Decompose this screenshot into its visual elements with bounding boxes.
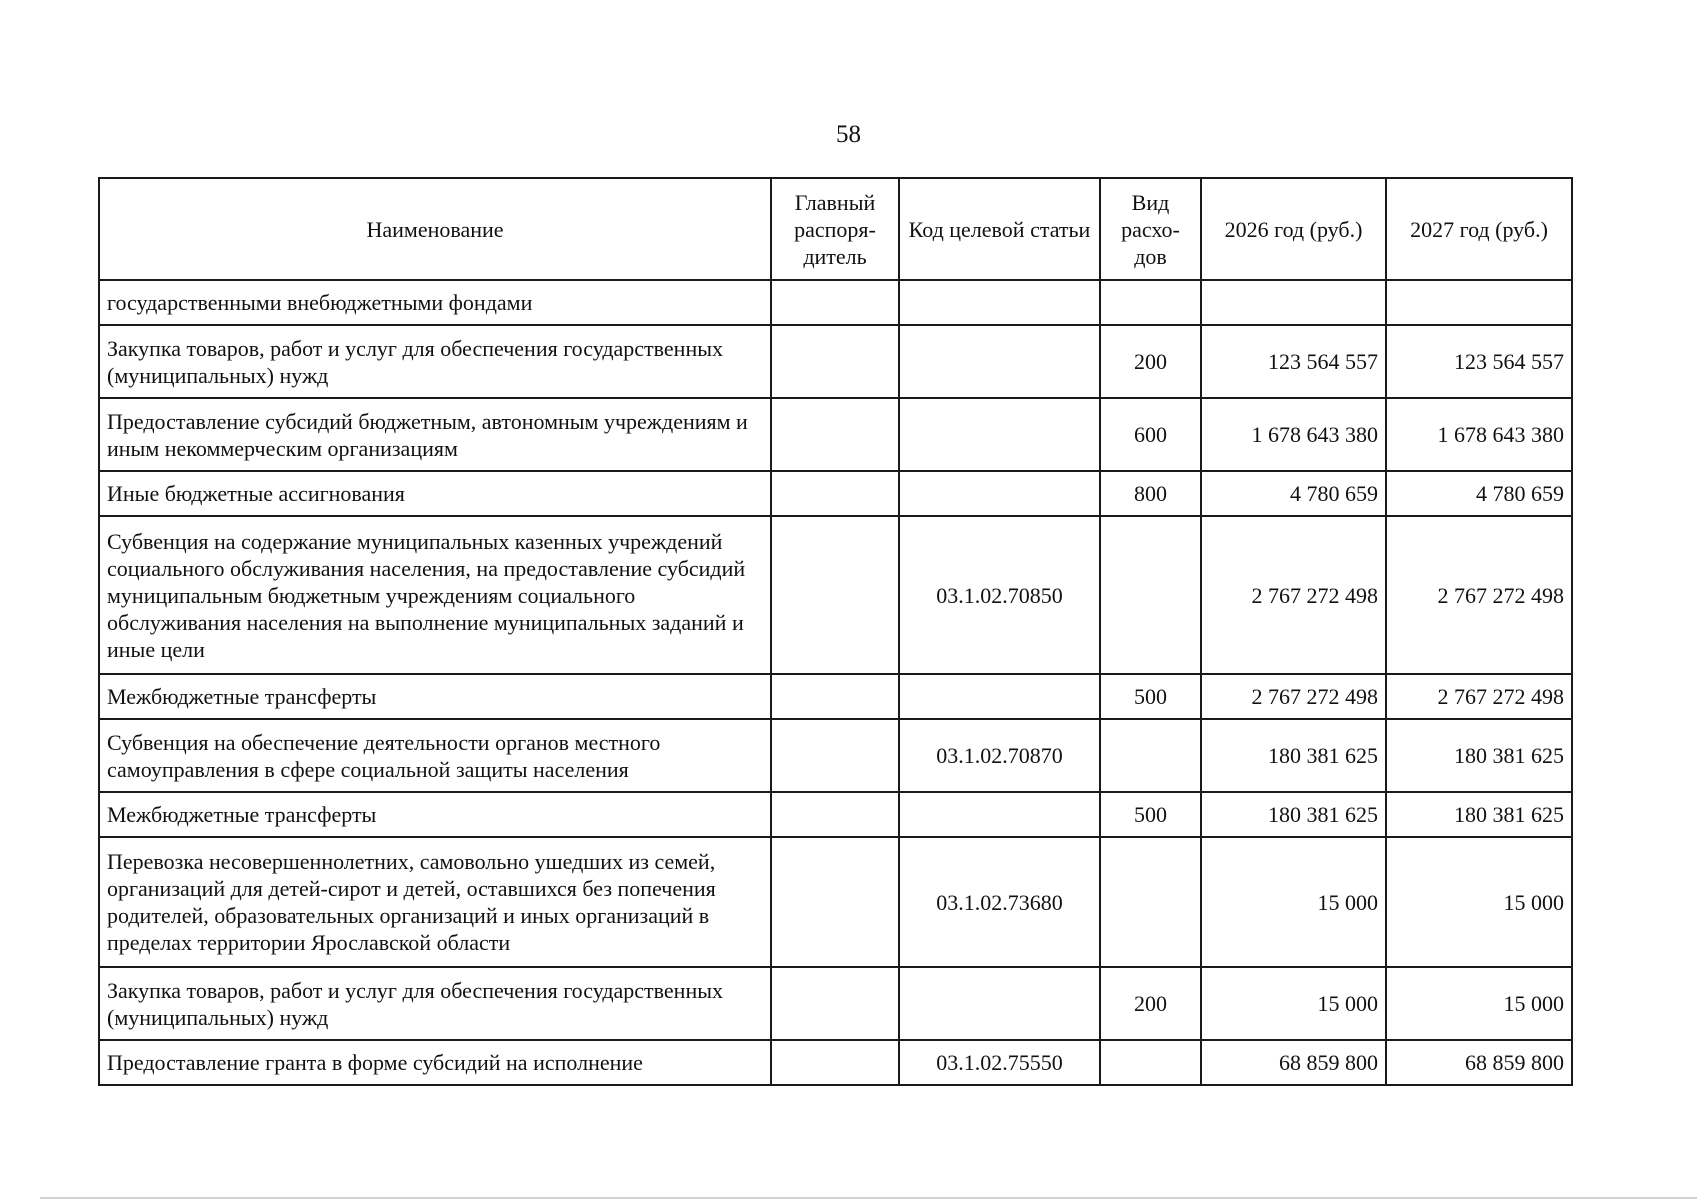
row-code: 03.1.02.70850 bbox=[899, 516, 1100, 674]
table-row bbox=[99, 792, 1572, 837]
row-admin bbox=[771, 674, 899, 719]
row-2026: 180 381 625 bbox=[1201, 792, 1386, 837]
scan-edge-divider bbox=[40, 1197, 1697, 1199]
row-type: 800 bbox=[1100, 471, 1201, 516]
row-2026: 180 381 625 bbox=[1201, 719, 1386, 792]
row-code bbox=[899, 280, 1100, 325]
row-type bbox=[1100, 719, 1201, 792]
row-admin bbox=[771, 516, 899, 674]
table-row bbox=[99, 280, 1572, 325]
row-type: 500 bbox=[1100, 674, 1201, 719]
table-row bbox=[99, 1040, 1572, 1085]
row-admin bbox=[771, 792, 899, 837]
page-number: 58 bbox=[836, 121, 861, 148]
row-code bbox=[899, 471, 1100, 516]
row-code bbox=[899, 967, 1100, 1040]
row-name: Иные бюджетные ассигнования bbox=[99, 471, 771, 516]
row-2027: 1 678 643 380 bbox=[1386, 398, 1572, 471]
table-row bbox=[99, 325, 1572, 398]
table-header-row bbox=[99, 178, 1572, 280]
table-row bbox=[99, 837, 1572, 967]
row-2027: 15 000 bbox=[1386, 967, 1572, 1040]
row-name: Предоставление субсидий бюджетным, автономным учреждениям и иным некоммерческим организациям bbox=[99, 398, 771, 471]
row-name: Предоставление гранта в форме субсидий на исполнение bbox=[99, 1040, 771, 1085]
table-row bbox=[99, 719, 1572, 792]
row-name: Субвенция на содержание муниципальных казенных учреждений социального обслуживания населения, на предоставление субсидий муниципальным бюджетным учреждениям социального обслуживания населения на выполнение муниципальных заданий и иные цели bbox=[99, 516, 771, 674]
row-2026: 2 767 272 498 bbox=[1201, 516, 1386, 674]
row-name: государственными внебюджетными фондами bbox=[99, 280, 771, 325]
row-admin bbox=[771, 967, 899, 1040]
row-name: Субвенция на обеспечение деятельности органов местного самоуправления в сфере социальной защиты населения bbox=[99, 719, 771, 792]
row-code bbox=[899, 398, 1100, 471]
row-admin bbox=[771, 325, 899, 398]
row-2026: 2 767 272 498 bbox=[1201, 674, 1386, 719]
row-name: Перевозка несовершеннолетних, самовольно ушедших из семей, организаций для детей-сирот и детей, оставшихся без попечения родителей, образовательных организаций и иных организаций в пределах территории Ярославской области bbox=[99, 837, 771, 967]
header-type: Вид расхо-дов bbox=[1100, 178, 1201, 280]
row-2027: 180 381 625 bbox=[1386, 719, 1572, 792]
row-2026: 1 678 643 380 bbox=[1201, 398, 1386, 471]
row-name: Закупка товаров, работ и услуг для обеспечения государственных (муниципальных) нужд bbox=[99, 325, 771, 398]
table-row bbox=[99, 967, 1572, 1040]
table-row bbox=[99, 398, 1572, 471]
row-code bbox=[899, 674, 1100, 719]
row-type bbox=[1100, 837, 1201, 967]
header-2026: 2026 год (руб.) bbox=[1201, 178, 1386, 280]
row-code: 03.1.02.70870 bbox=[899, 719, 1100, 792]
row-2027 bbox=[1386, 280, 1572, 325]
table-row bbox=[99, 516, 1572, 674]
row-code: 03.1.02.73680 bbox=[899, 837, 1100, 967]
row-type: 500 bbox=[1100, 792, 1201, 837]
row-name: Межбюджетные трансферты bbox=[99, 792, 771, 837]
row-admin bbox=[771, 280, 899, 325]
row-admin bbox=[771, 398, 899, 471]
row-2026: 123 564 557 bbox=[1201, 325, 1386, 398]
row-name: Межбюджетные трансферты bbox=[99, 674, 771, 719]
row-2026: 4 780 659 bbox=[1201, 471, 1386, 516]
row-2026: 15 000 bbox=[1201, 967, 1386, 1040]
row-2027: 68 859 800 bbox=[1386, 1040, 1572, 1085]
row-2027: 2 767 272 498 bbox=[1386, 674, 1572, 719]
row-name: Закупка товаров, работ и услуг для обеспечения государственных (муниципальных) нужд bbox=[99, 967, 771, 1040]
row-2026 bbox=[1201, 280, 1386, 325]
row-type bbox=[1100, 1040, 1201, 1085]
row-admin bbox=[771, 719, 899, 792]
budget-table bbox=[98, 177, 1573, 1086]
row-2027: 4 780 659 bbox=[1386, 471, 1572, 516]
row-2027: 180 381 625 bbox=[1386, 792, 1572, 837]
row-type: 600 bbox=[1100, 398, 1201, 471]
row-type: 200 bbox=[1100, 325, 1201, 398]
row-2027: 2 767 272 498 bbox=[1386, 516, 1572, 674]
row-2026: 15 000 bbox=[1201, 837, 1386, 967]
header-2027: 2027 год (руб.) bbox=[1386, 178, 1572, 280]
row-code: 03.1.02.75550 bbox=[899, 1040, 1100, 1085]
row-admin bbox=[771, 837, 899, 967]
row-type bbox=[1100, 516, 1201, 674]
row-type bbox=[1100, 280, 1201, 325]
row-2027: 15 000 bbox=[1386, 837, 1572, 967]
header-code: Код целевой статьи bbox=[899, 178, 1100, 280]
header-admin: Главный распоря-дитель bbox=[771, 178, 899, 280]
row-admin bbox=[771, 1040, 899, 1085]
row-code bbox=[899, 792, 1100, 837]
row-code bbox=[899, 325, 1100, 398]
row-2026: 68 859 800 bbox=[1201, 1040, 1386, 1085]
row-type: 200 bbox=[1100, 967, 1201, 1040]
header-name: Наименование bbox=[99, 178, 771, 280]
row-admin bbox=[771, 471, 899, 516]
table-row bbox=[99, 674, 1572, 719]
table-row bbox=[99, 471, 1572, 516]
row-2027: 123 564 557 bbox=[1386, 325, 1572, 398]
